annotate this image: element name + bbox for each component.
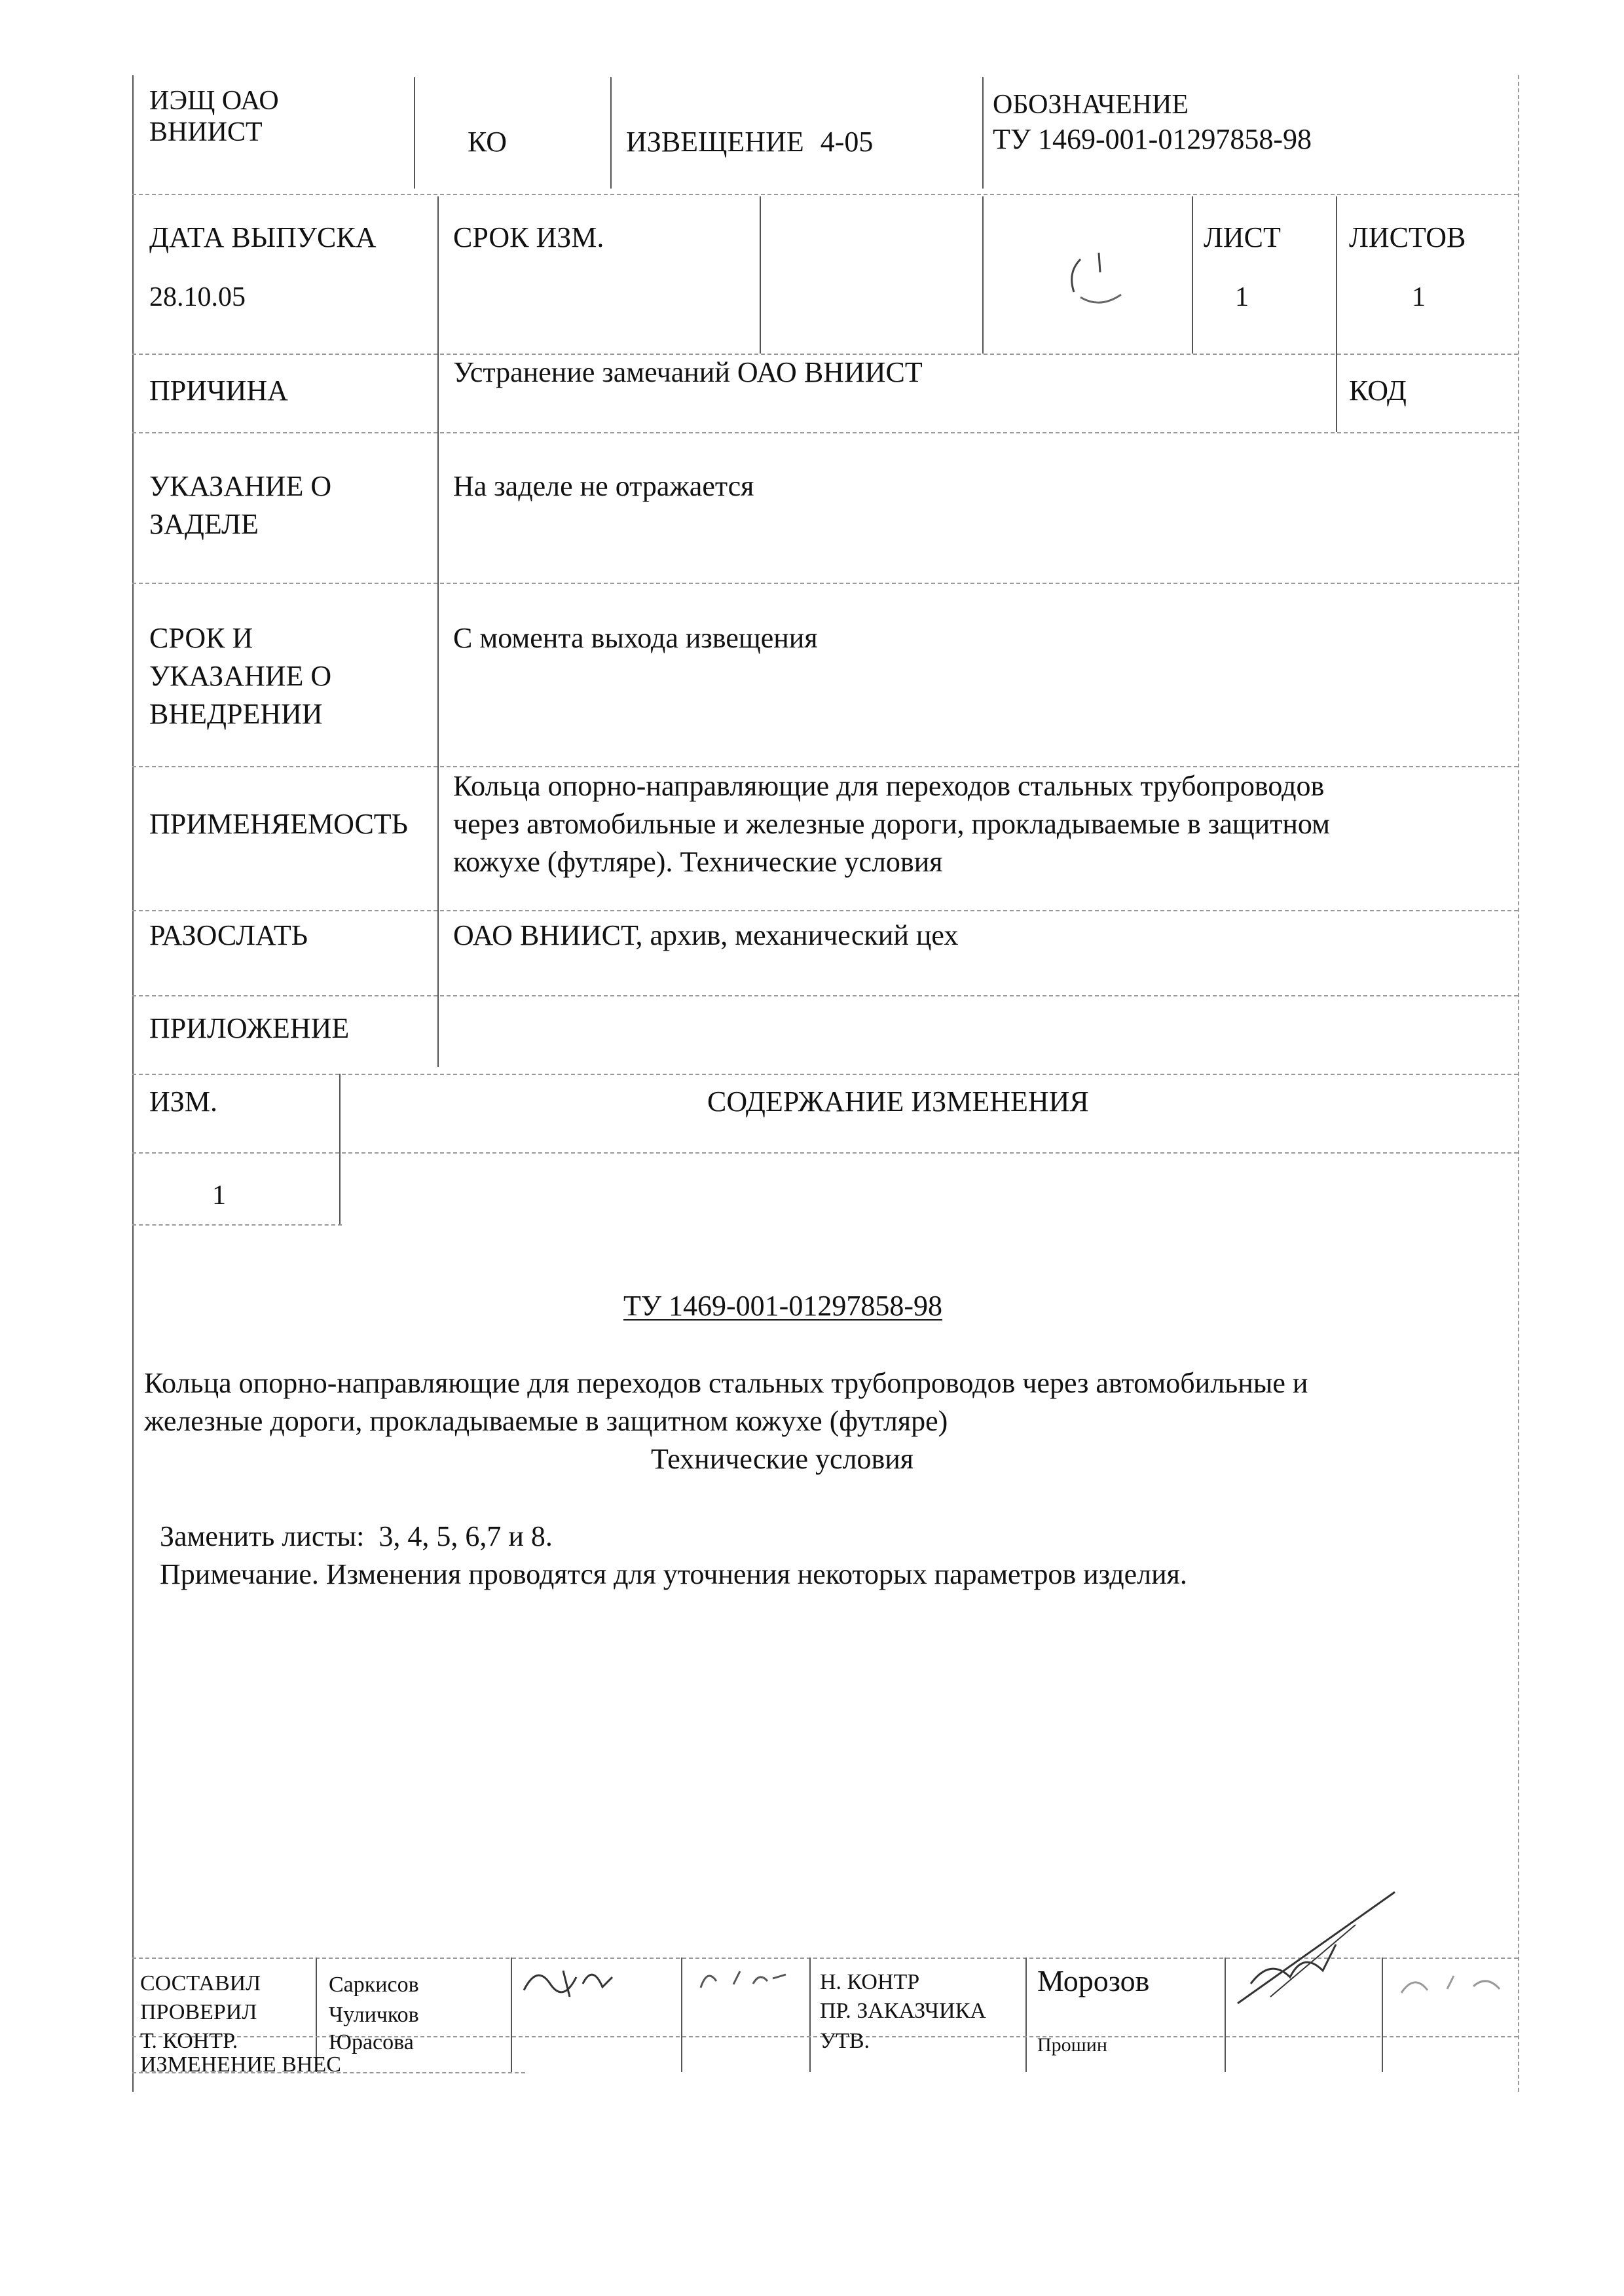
intro-label-3: ВНЕДРЕНИИ <box>149 698 323 730</box>
separator-10 <box>132 1224 342 1226</box>
footer-divider-6 <box>1225 1958 1226 2072</box>
backlog-label-1: УКАЗАНИЕ О <box>149 470 332 502</box>
header-divider-1 <box>414 77 415 189</box>
footer-divider-3 <box>681 1958 682 2072</box>
ko-label: КО <box>468 126 507 158</box>
change-term-label: СРОК ИЗМ. <box>453 221 604 253</box>
sheet-value: 1 <box>1235 282 1249 312</box>
signature-compiled <box>517 1958 622 2003</box>
designation-value: ТУ 1469-001-01297858-98 <box>993 123 1312 155</box>
title-line-2: железные дороги, прокладываемые в защитном кожухе (футляре) <box>144 1405 948 1437</box>
separator-4 <box>132 583 1518 584</box>
header-divider-2 <box>610 77 612 189</box>
applicability-label: ПРИМЕНЯЕМОСТЬ <box>149 808 408 840</box>
signature-date-2 <box>1395 1967 1513 2006</box>
change-number: 1 <box>212 1180 226 1211</box>
checked-label: ПРОВЕРИЛ <box>140 2000 257 2024</box>
applicability-line-1: Кольца опорно-направляющие для переходов стальных трубопроводов <box>453 770 1325 802</box>
made-by-label: ИЗМЕНЕНИЕ ВНЕС <box>140 2052 341 2077</box>
compiled-name: Саркисов <box>329 1973 419 1997</box>
footer-divider-4 <box>809 1958 811 2072</box>
row2-divider-2 <box>760 196 761 354</box>
backlog-label-2: ЗАДЕЛЕ <box>149 508 259 540</box>
doc-code: ТУ 1469-001-01297858-98 <box>623 1290 942 1322</box>
notice-number: 4-05 <box>820 126 874 158</box>
send-label: РАЗОСЛАТЬ <box>149 919 308 951</box>
tcontrol-label: Т. КОНТР. <box>140 2029 238 2053</box>
signature-approver <box>1231 1886 1401 2016</box>
notice-label <box>626 123 873 161</box>
row2-divider-5 <box>1336 196 1337 432</box>
row2-divider-1 <box>437 196 439 1067</box>
compiled-label: СОСТАВИЛ <box>140 1971 261 1995</box>
intro-label-1: СРОК И <box>149 622 253 654</box>
reason-value: Устранение замечаний ОАО ВНИИСТ <box>453 356 923 388</box>
signature-date-1 <box>694 1961 792 2001</box>
checked-name: Чуличков <box>329 2003 419 2027</box>
right-border <box>1518 75 1519 2092</box>
org-line-1: ИЭЩ ОАО <box>149 86 279 116</box>
separator-1 <box>132 194 1518 195</box>
title-line-1: Кольца опорно-направляющие для переходов стальных трубопроводов через автомобильные и <box>144 1367 1308 1399</box>
notice-label-text: ИЗВЕЩЕНИЕ <box>626 126 804 158</box>
separator-6 <box>132 910 1518 911</box>
sheets-label: ЛИСТОВ <box>1349 221 1466 253</box>
change-col-label: ИЗМ. <box>149 1085 217 1118</box>
ncontrol-name: Морозов <box>1037 1964 1150 1997</box>
footer-divider-2 <box>511 1958 512 2072</box>
org-line-2: ВНИИСТ <box>149 117 263 147</box>
footer-divider-5 <box>1025 1958 1027 2072</box>
tcontrol-name: Юрасова <box>329 2030 414 2054</box>
separator-7 <box>132 995 1518 996</box>
sheet-label: ЛИСТ <box>1204 221 1281 253</box>
sheets-value: 1 <box>1412 282 1426 312</box>
approve-label: УТВ. <box>820 2029 870 2053</box>
stamp-mark <box>1061 246 1139 312</box>
approve-name: Прошин <box>1037 2034 1107 2056</box>
intro-label-2: УКАЗАНИЕ О <box>149 660 332 692</box>
note-text: Примечание. Изменения проводятся для уточнения некоторых параметров изделия. <box>160 1558 1187 1590</box>
row2-divider-4 <box>1192 196 1193 354</box>
left-border <box>132 75 134 2092</box>
code-label: КОД <box>1349 374 1407 407</box>
content-label: СОДЕРЖАНИЕ ИЗМЕНЕНИЯ <box>707 1085 1089 1118</box>
designation-label: ОБОЗНАЧЕНИЕ <box>993 90 1189 120</box>
reason-label: ПРИЧИНА <box>149 374 288 407</box>
applicability-line-3: кожухе (футляре). Технические условия <box>453 846 943 878</box>
issue-date-label: ДАТА ВЫПУСКА <box>149 221 377 253</box>
customer-label: ПР. ЗАКАЗЧИКА <box>820 1999 986 2023</box>
attachment-label: ПРИЛОЖЕНИЕ <box>149 1012 350 1044</box>
applicability-line-2: через автомобильные и железные дороги, прокладываемые в защитном <box>453 808 1330 840</box>
row2-divider-3 <box>982 196 984 354</box>
separator-3 <box>132 432 1518 433</box>
intro-value: С момента выхода извещения <box>453 622 818 654</box>
ncontrol-label: Н. КОНТР <box>820 1970 920 1994</box>
backlog-value: На заделе не отражается <box>453 470 754 502</box>
issue-date-value: 28.10.05 <box>149 282 246 312</box>
header-divider-3 <box>982 77 984 189</box>
send-value: ОАО ВНИИСТ, архив, механический цех <box>453 919 959 951</box>
replace-text: Заменить листы: 3, 4, 5, 6,7 и 8. <box>160 1520 553 1552</box>
change-col-divider <box>339 1074 341 1224</box>
title-line-3: Технические условия <box>651 1443 914 1475</box>
